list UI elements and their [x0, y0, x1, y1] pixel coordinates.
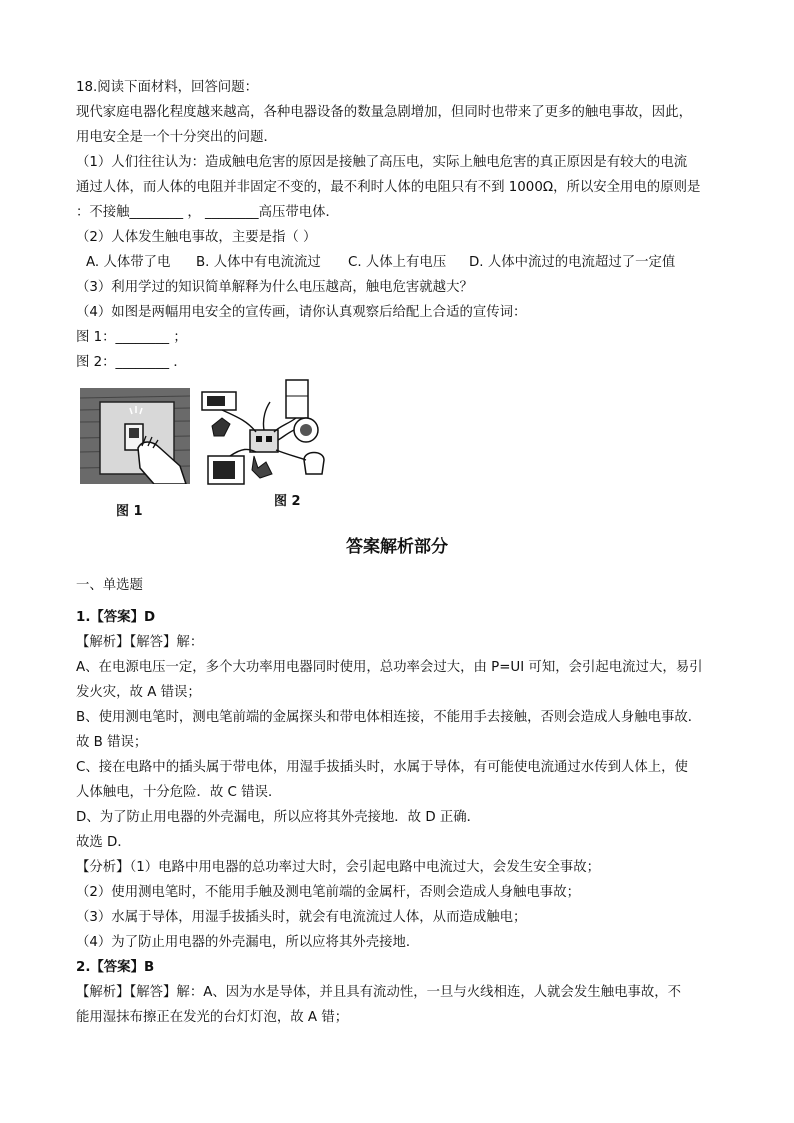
answer-2-line-1: 【解析】【解答】解：A、因为水是导体，并且具有流动性，一旦与火线相连，人就会发生触电事故，不 [76, 985, 682, 1000]
option-b: B. 人体中有电流流过 [196, 255, 321, 270]
part3-line: （3）利用学过的知识简单解释为什么电压越高，触电危害就越大？ [76, 280, 473, 295]
answer-1-line-3: 发火灾，故 A 错误； [76, 685, 201, 700]
answer-1-line-5: 故 B 错误； [76, 735, 148, 750]
option-c: C. 人体上有电压 [348, 255, 447, 270]
part1-line-2: 通过人体，而人体的电阻并非固定不变的，最不利时人体的电阻只有不到 1000Ω，所以安全用电的原则是 [76, 180, 701, 195]
option-d: D. 人体中流过的电流超过了一定值 [469, 255, 676, 270]
answer-1-line-1: 【解析】【解答】解： [76, 635, 204, 650]
answer-1-line-11: （2）使用测电笔时，不能用手触及测电笔前端的金属杆，否则会造成人身触电事故； [76, 885, 580, 900]
answer-1-line-7: 人体触电，十分危险．故 C 错误． [76, 785, 282, 800]
answer-1-line-8: D、为了防止用电器的外壳漏电，所以应将其外壳接地．故 D 正确． [76, 810, 481, 825]
answer-1-line-12: （3）水属于导体，用湿手拔插头时，就会有电流流过人体，从而造成触电； [76, 910, 527, 925]
figure-2-overload-illustration [200, 378, 332, 490]
answer-1-label: 1.【答案】D [76, 610, 156, 625]
answer-2-label: 2.【答案】B [76, 960, 155, 975]
section-heading: 一、单选题 [76, 578, 143, 593]
figure-1-caption: 图 1 [116, 504, 143, 519]
figure1-answer-line: 图 1：________ ； [76, 330, 187, 345]
part1-line-1: （1）人们往往认为：造成触电危害的原因是接触了高压电，实际上触电危害的真正原因是有较大的电流 [76, 155, 688, 170]
figure2-answer-line: 图 2：________ ． [76, 355, 187, 370]
figure-1-switch-illustration [80, 388, 190, 484]
answers-heading: 答案解析部分 [346, 537, 448, 557]
part1-line-3: ：不接触________ ， ________高压带电体． [76, 205, 339, 220]
answer-1-line-2: A、在电源电压一定，多个大功率用电器同时使用，总功率会过大，由 P=UI 可知，会引起电流过大，易引 [76, 660, 703, 675]
answer-1-line-4: B、使用测电笔时，测电笔前端的金属探头和带电体相连接，不能用手去接触，否则会造成人身触电事故． [76, 710, 702, 725]
answer-1-line-10: 【分析】（1）电路中用电器的总功率过大时，会引起电路中电流过大，会发生安全事故； [76, 860, 601, 875]
material-line-1: 现代家庭电器化程度越来越高，各种电器设备的数量急剧增加，但同时也带来了更多的触电事故，因此， [76, 105, 692, 120]
answer-1-line-6: C、接在电路中的插头属于带电体，用湿手拔插头时，水属于导体，有可能使电流通过水传到人体上，使 [76, 760, 688, 775]
answer-1-line-9: 故选 D． [76, 835, 131, 850]
option-a: A. 人体带了电 [86, 255, 171, 270]
part2-line: （2）人体发生触电事故，主要是指（ ） [76, 230, 317, 245]
question-title: 18.阅读下面材料，回答问题： [76, 80, 258, 95]
part4-line: （4）如图是两幅用电安全的宣传画，请你认真观察后给配上合适的宣传词： [76, 305, 527, 320]
material-line-2: 用电安全是一个十分突出的问题． [76, 130, 277, 145]
answer-1-line-13: （4）为了防止用电器的外壳漏电，所以应将其外壳接地． [76, 935, 420, 950]
figure-2-caption: 图 2 [274, 494, 301, 509]
answer-2-line-2: 能用湿抹布擦正在发光的台灯灯泡，故 A 错； [76, 1010, 349, 1025]
